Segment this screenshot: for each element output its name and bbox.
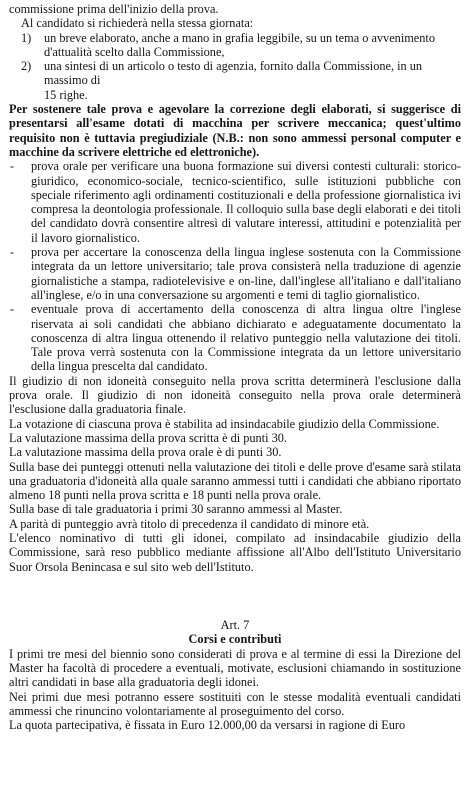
item-number: 2) [21, 59, 32, 74]
bullet-item-oral-exam [9, 159, 461, 245]
article-title: Corsi e contributi [188, 631, 282, 646]
text-line-top: commissione prima dell'inizio della prova. [9, 2, 219, 16]
item-continuation: 15 righe. [44, 87, 88, 102]
bullet-dash: - [10, 302, 15, 317]
item-text: una sintesi di un articolo o testo di agenzia, fornito dalla Commissione, in un massimo di [44, 59, 423, 88]
paragraph-grading: La votazione di ciascuna prova è stabilita ad insindacabile giudizio della Commissione. [9, 416, 440, 431]
bullet-text: prova orale per verificare una buona formazione sui diversi contesti culturali: storico-giuridico, economico-sociale, tecnico-scientifico, sulle istituzioni pubbliche con speciale riferimento agli ordinamenti costituzionali e della professione giornalistica ivi compresa la deontologia professionale. Il colloquio sulla base degli elaborati e dei titoli del candidato dovrà consentire altresì di valutare interessi, attitudini e potenzialità per il lavoro giornalistico. [31, 159, 461, 245]
item-text: un breve elaborato, anche a mano in grafia leggibile, su un tema o avvenimento d'attualità scelto dalla Commissione, [44, 30, 435, 59]
numbered-item-1 [9, 31, 461, 60]
bullet-text: prova per accertare la conoscenza della lingua inglese sostenuta con la Commissione integrata da un lettore universitario; tale prova consisterà nella traduzione di agenzie giornalistiche a stampa, radiotelevisive e on-line, dall'inglese all'italiano e dall'italiano all'inglese, e/o in una conversazione su argomenti e temi di taglio giornalistico. [31, 245, 461, 302]
bullet-dash: - [10, 245, 15, 260]
bullet-dash: - [10, 159, 15, 174]
document-page [9, 2, 461, 733]
article-number: Art. 7 [220, 617, 250, 632]
paragraph-publication: L'elenco nominativo di tutti gli idonei, compilato ad insindacabile giudizio della Commissione, sarà reso pubblico mediante affissione all'Albo dell'Istituto Universitario Suor Orsola Benincasa e sul sito web dell'Istituto. [9, 530, 461, 574]
paragraph-tie-break: A parità di punteggio avrà titolo di precedenza il candidato di minore età. [9, 516, 370, 531]
article-paragraph-fee: La quota partecipativa, è fissata in Euro 12.000,00 da versarsi in ragione di Euro [9, 718, 406, 733]
bullet-item-other-language-exam [9, 302, 461, 373]
bullet-text: eventuale prova di accertamento della conoscenza di altra lingua oltre l'inglese riservata ai soli candidati che abbiano dichiarato e adeguatamente documentato la conoscenza di altra lingua ottenendo il relativo punteggio nella valutazione dei titoli. Tale prova verrà sostenuta con la Commissione integrata da un lettore universitario della lingua prescelta dal candidato. [31, 302, 461, 374]
day-intro: Al candidato si richiederà nella stessa giornata: [21, 16, 254, 31]
item-number: 1) [21, 30, 32, 45]
bullet-item-english-exam [9, 245, 461, 302]
article-paragraph-trial: I primi tre mesi del biennio sono considerati di prova e al termine di essi la Direzione del Master ha facoltà di procedere a eventuali, motivate, esclusioni chiamando in sostituzione altri candidati in base alla graduatoria degli idonei. [9, 646, 461, 690]
paragraph-non-idoneity: Il giudizio di non idoneità conseguito nella prova scritta determinerà l'esclusione dalla prova orale. Il giudizio di non idoneità conseguito nella prova orale determinerà l'esclusione dalla graduatoria finale. [9, 373, 461, 417]
paragraph-oral-max: La valutazione massima della prova orale è di punti 30. [9, 445, 282, 460]
paragraph-admitted: Sulla base di tale graduatoria i primi 30 saranno ammessi al Master. [9, 502, 343, 517]
numbered-item-2 [9, 59, 461, 88]
bold-notice: Per sostenere tale prova e agevolare la correzione degli elaborati, si suggerisce di presentarsi all'esame dotati di macchina per scrivere meccanica; quest'ultimo requisito non è tuttavia pregiudiziale (N.B.: non sono ammessi personal computer e macchine da scrivere elettriche ed elettroniche). [9, 102, 461, 159]
article-paragraph-substitution: Nei primi due mesi potranno essere sostituiti con le stesse modalità eventuali candidati ammessi che rinuncino volontariamente al proseguimento del corso. [9, 689, 461, 719]
paragraph-ranking: Sulla base dei punteggi ottenuti nella valutazione dei titoli e delle prove d'esame sarà stilata una graduatoria d'idoneità alla quale saranno ammessi tutti i candidati che abbiano riportato almeno 18 punti nella prova scritta e 18 punti nella prova orale. [9, 459, 461, 503]
paragraph-written-max: La valutazione massima della prova scritta è di punti 30. [9, 430, 287, 445]
